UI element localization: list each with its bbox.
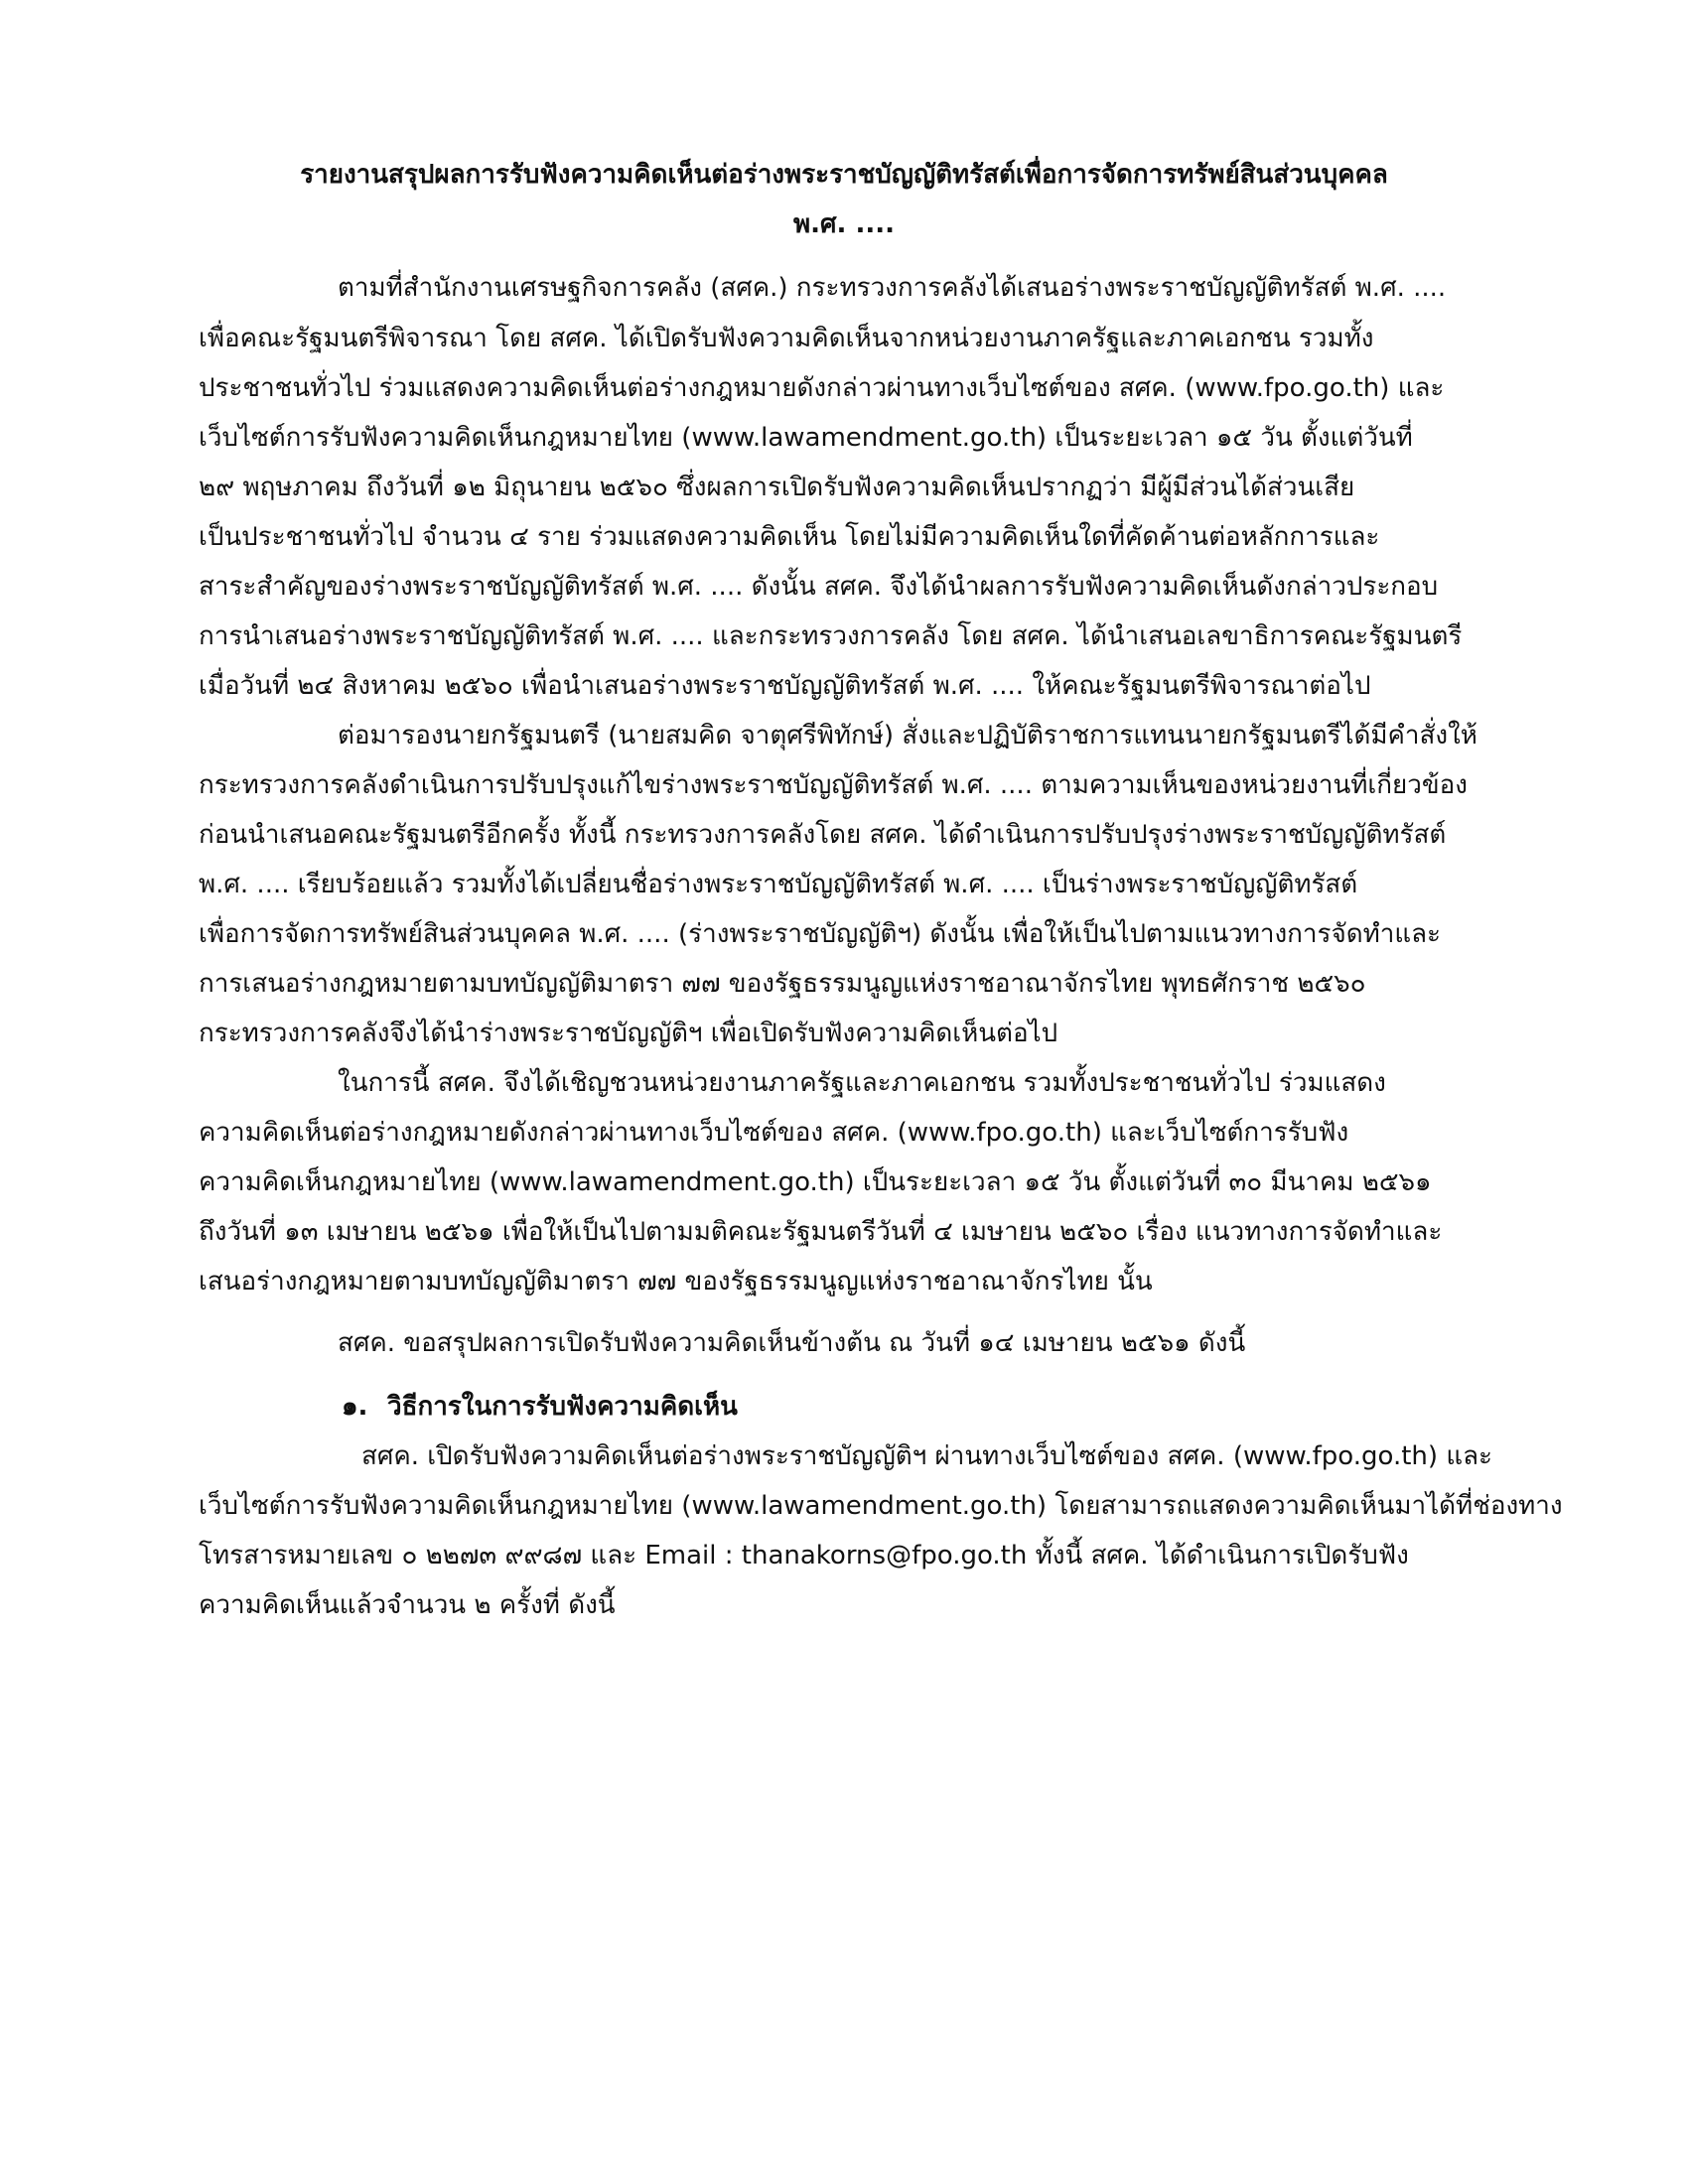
paragraph1-line: เมื่อวันที่ ๒๔ สิงหาคม ๒๕๖๐ เพื่อนำเสนอร่างพระราชบัญญัติทรัสต์ พ.ศ. .... ให้คณะรัฐมนตรีพิจารณาต่อไป — [199, 671, 1371, 701]
section1-line: เว็บไซต์การรับฟังความคิดเห็นกฎหมายไทย (www.lawamendment.go.th) โดยสามารถแสดงความคิดเห็นมาได้ที่ช่องทาง — [199, 1491, 1563, 1521]
paragraph2-line: ก่อนนำเสนอคณะรัฐมนตรีอีกครั้ง ทั้งนี้ กระทรวงการคลังโดย สศค. ได้ดำเนินการปรับปรุงร่างพระราชบัญญัติทรัสต์ — [199, 820, 1447, 850]
paragraph1-line: ๒๙ พฤษภาคม ถึงวันที่ ๑๒ มิถุนายน ๒๕๖๐ ซึ่งผลการเปิดรับฟังความคิดเห็นปรากฏว่า มีผู้มีส่วนได้ส่วนเสีย — [199, 473, 1355, 502]
section1-heading-text: วิธีการในการรับฟังความคิดเห็น — [387, 1392, 738, 1422]
section1-heading — [342, 1387, 738, 1427]
paragraph4-line: สศค. ขอสรุปผลการเปิดรับฟังความคิดเห็นข้างต้น ณ วันที่ ๑๔ เมษายน ๒๕๖๑ ดังนี้ — [338, 1328, 1246, 1358]
paragraph2-line: พ.ศ. .... เรียบร้อยแล้ว รวมทั้งได้เปลี่ยนชื่อร่างพระราชบัญญัติทรัสต์ พ.ศ. .... เป็นร่างพระราชบัญญัติทรัสต์ — [199, 870, 1358, 899]
paragraph2-line: กระทรวงการคลังจึงได้นำร่างพระราชบัญญัติฯ เพื่อเปิดรับฟังความคิดเห็นต่อไป — [199, 1019, 1058, 1048]
paragraph2-line: เพื่อการจัดการทรัพย์สินส่วนบุคคล พ.ศ. .... (ร่างพระราชบัญญัติฯ) ดังนั้น เพื่อให้เป็นไปตามแนวทางการจัดทำและ — [199, 919, 1441, 949]
paragraph3-line: ถึงวันที่ ๑๓ เมษายน ๒๕๖๑ เพื่อให้เป็นไปตามมติคณะรัฐมนตรีวันที่ ๔ เมษายน ๒๕๖๐ เรื่อง แนวทางการจัดทำและ — [199, 1217, 1443, 1247]
paragraph3-line: ความคิดเห็นต่อร่างกฎหมายดังกล่าวผ่านทางเว็บไซต์ของ สศค. (www.fpo.go.th) และเว็บไซต์การรับฟัง — [199, 1118, 1349, 1148]
paragraph3-line: เสนอร่างกฎหมายตามบทบัญญัติมาตรา ๗๗ ของรัฐธรรมนูญแห่งราชอาณาจักรไทย นั้น — [199, 1267, 1153, 1297]
paragraph1-line: ตามที่สำนักงานเศรษฐกิจการคลัง (สศค.) กระทรวงการคลังได้เสนอร่างพระราชบัญญัติทรัสต์ พ.ศ. .... — [338, 273, 1447, 303]
section1-line: สศค. เปิดรับฟังความคิดเห็นต่อร่างพระราชบัญญัติฯ ผ่านทางเว็บไซต์ของ สศค. (www.fpo.go.th) และ — [361, 1441, 1492, 1471]
paragraph2-line: กระทรวงการคลังดำเนินการปรับปรุงแก้ไขร่างพระราชบัญญัติทรัสต์ พ.ศ. .... ตามความเห็นของหน่วยงานที่เกี่ยวข้อง — [199, 770, 1468, 800]
paragraph3-line: ความคิดเห็นกฎหมายไทย (www.lawamendment.go.th) เป็นระยะเวลา ๑๕ วัน ตั้งแต่วันที่ ๓๐ มีนาคม ๒๕๖๑ — [199, 1167, 1432, 1197]
document-title-line1: รายงานสรุปผลการรับฟังความคิดเห็นต่อร่างพระราชบัญญัติทรัสต์เพื่อการจัดการทรัพย์สินส่วนบุคคล — [300, 160, 1388, 190]
paragraph2-line: การเสนอร่างกฎหมายตามบทบัญญัติมาตรา ๗๗ ของรัฐธรรมนูญแห่งราชอาณาจักรไทย พุทธศักราช ๒๕๖๐ — [199, 969, 1366, 999]
section1-number: ๑. — [342, 1392, 368, 1422]
section1-line: ความคิดเห็นแล้วจำนวน ๒ ครั้งที่ ดังนี้ — [199, 1590, 616, 1620]
paragraph1-line: เป็นประชาชนทั่วไป จำนวน ๔ ราย ร่วมแสดงความคิดเห็น โดยไม่มีความคิดเห็นใดที่คัดค้านต่อหลักการและ — [199, 522, 1380, 552]
paragraph1-line: เว็บไซต์การรับฟังความคิดเห็นกฎหมายไทย (www.lawamendment.go.th) เป็นระยะเวลา ๑๕ วัน ตั้งแต่วันที่ — [199, 423, 1413, 453]
paragraph1-line: การนำเสนอร่างพระราชบัญญัติทรัสต์ พ.ศ. .... และกระทรวงการคลัง โดย สศค. ได้นำเสนอเลขาธิการคณะรัฐมนตรี — [199, 621, 1463, 651]
paragraph1-line: ประชาชนทั่วไป ร่วมแสดงความคิดเห็นต่อร่างกฎหมายดังกล่าวผ่านทางเว็บไซต์ของ สศค. (www.fpo.go.th) และ — [199, 373, 1445, 403]
paragraph2-line: ต่อมารองนายกรัฐมนตรี (นายสมคิด จาตุศรีพิทักษ์) สั่งและปฏิบัติราชการแทนนายกรัฐมนตรีได้มีคำสั่งให้ — [338, 721, 1477, 751]
section1-line: โทรสารหมายเลข ๐ ๒๒๗๓ ๙๙๘๗ และ Email : thanakorns@fpo.go.th ทั้งนี้ สศค. ได้ดำเนินการเปิดรับฟัง — [199, 1541, 1409, 1570]
paragraph3-line: ในการนี้ สศค. จึงได้เชิญชวนหน่วยงานภาครัฐและภาคเอกชน รวมทั้งประชาชนทั่วไป ร่วมแสดง — [338, 1068, 1386, 1098]
document-title-line2: พ.ศ. .... — [793, 209, 895, 239]
paragraph1-line: เพื่อคณะรัฐมนตรีพิจารณา โดย สศค. ได้เปิดรับฟังความคิดเห็นจากหน่วยงานภาครัฐและภาคเอกชน รวมทั้ง — [199, 324, 1374, 353]
paragraph1-line: สาระสำคัญของร่างพระราชบัญญัติทรัสต์ พ.ศ. .... ดังนั้น สศค. จึงได้นำผลการรับฟังความคิดเห็นดังกล่าวประกอบ — [199, 572, 1439, 602]
